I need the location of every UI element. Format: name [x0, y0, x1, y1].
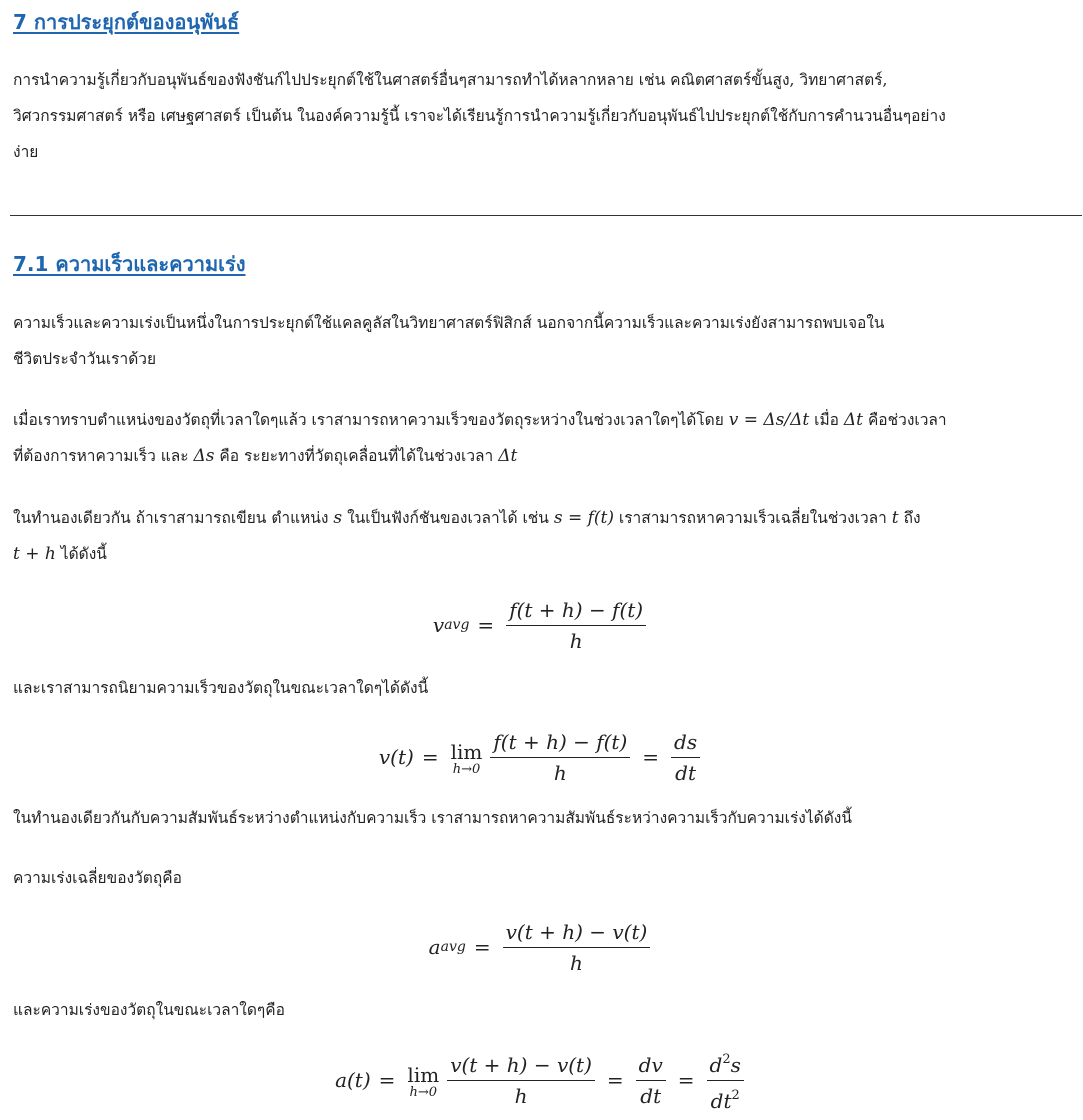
equation-lhs: v: [432, 613, 445, 637]
instantaneous-acceleration-equation: [0, 1048, 1083, 1112]
text-span: ที่ต้องการหาความเร็ว และ: [13, 447, 194, 465]
fraction-denominator: dt: [671, 757, 700, 786]
limit-word: lim: [407, 1063, 440, 1087]
inline-math: Δt: [498, 446, 518, 466]
limit-subscript: h→0: [409, 1085, 438, 1100]
horizontal-divider: [10, 215, 1082, 216]
paragraph-line: และความเร่งของวัตถุในขณะเวลาใดๆคือ: [13, 1001, 285, 1019]
position-function-paragraph: [13, 500, 1078, 572]
fraction: [447, 1052, 595, 1109]
paragraph-line: การนำความรู้เกี่ยวกับอนุพันธ์ของฟังชันก์ไปประยุกต์ใช้ในศาสตร์อื่นๆสามารถทำได้หลากหลาย เช่น คณิตศาสตร์ขั้นสูง, วิทยาศาสตร์,: [13, 71, 888, 89]
paragraph-line: ความเร่งเฉลี่ยของวัตถุคือ: [13, 869, 182, 887]
text-span: คือช่วงเวลา: [863, 411, 947, 429]
fraction-numerator: [707, 1047, 744, 1080]
math-token: d: [709, 1052, 723, 1077]
fraction-denominator: h: [490, 757, 630, 786]
equation-lhs: a(t): [335, 1068, 371, 1092]
fraction-numerator: v(t + h) − v(t): [450, 1052, 592, 1077]
paragraph-line: วิศวกรรมศาสตร์ หรือ เศษฐศาสตร์ เป็นต้น ในองค์ความรู้นี้ เราจะได้เรียนรู้การนำความรู้เกี่ยวกับอนุพันธ์ไปประยุกต์ใช้กับการคำนวนอื่นๆอย่าง: [13, 107, 946, 125]
text-span: เมื่อ: [809, 411, 844, 429]
limit-operator: [451, 737, 483, 777]
fraction-numerator: f(t + h) − f(t): [493, 729, 628, 754]
fraction-numerator: dv: [638, 1052, 663, 1077]
equals-sign: =: [421, 745, 439, 769]
limit-word: lim: [450, 740, 483, 764]
fraction: [503, 919, 651, 976]
math-token: dt: [710, 1088, 732, 1113]
fraction-denominator: h: [506, 625, 646, 654]
equals-sign: =: [378, 1068, 396, 1092]
equation-subscript: avg: [440, 939, 466, 955]
paragraph-line: และเราสามารถนิยามความเร็วของวัตถุในขณะเวลาใดๆได้ดังนี้: [13, 679, 429, 697]
fraction-denominator: h: [447, 1080, 595, 1109]
paragraph-line: ชีวิตประจำวันเราด้วย: [13, 350, 157, 368]
fraction-numerator: ds: [674, 729, 698, 754]
text-span: เมื่อเราทราบตำแหน่งของวัตถุที่เวลาใดๆแล้ว เราสามารถหาความเร็วของวัตถุระหว่างในช่วงเวลาใดๆได้โดย: [13, 411, 729, 429]
paragraph-line: [13, 536, 1078, 572]
text-span: คือ ระยะทางที่วัตถุเคลื่อนที่ได้ในช่วงเวลา: [214, 447, 499, 465]
inline-math: s: [333, 508, 343, 528]
paragraph-line: ความเร็วและความเร่งเป็นหนึ่งในการประยุกต์ใช้แคลคูลัสในวิทยาศาสตร์ฟิสิกส์ นอกจากนี้ความเร็วและความเร่งยังสามารถพบเจอใน: [13, 314, 885, 332]
section-heading-7-1: 7.1 ความเร็วและความเร่ง: [13, 252, 246, 276]
math-token: s: [730, 1052, 741, 1077]
superscript: 2: [722, 1051, 731, 1067]
average-velocity-paragraph: [13, 402, 1078, 474]
equation-subscript: avg: [444, 617, 470, 633]
text-span: ถึง: [898, 509, 921, 527]
equals-sign: =: [677, 1068, 695, 1092]
fraction-denominator: h: [503, 947, 651, 976]
equals-sign: =: [606, 1068, 624, 1092]
average-acceleration-intro: [13, 860, 1078, 896]
fraction: [490, 729, 630, 786]
section-7-intro-paragraph: [13, 62, 1078, 170]
fraction-denominator: [707, 1080, 744, 1114]
average-velocity-equation: [0, 594, 1083, 656]
limit-operator: [407, 1060, 439, 1100]
fraction: [636, 1052, 666, 1109]
paragraph-line: ในทำนองเดียวกันกับความสัมพันธ์ระหว่างตำแหน่งกับความเร็ว เราสามารถหาความสัมพันธ์ระหว่างความเร็วกับความเร่งได้ดังนี้: [13, 809, 852, 827]
equals-sign: =: [642, 745, 660, 769]
fraction-numerator: f(t + h) − f(t): [509, 597, 644, 622]
fraction-numerator: v(t + h) − v(t): [505, 919, 648, 944]
inline-math: v = Δs/Δt: [728, 410, 810, 430]
instant-acceleration-intro: [13, 992, 1078, 1028]
average-acceleration-equation: [0, 916, 1083, 978]
text-span: ในทำนองเดียวกัน ถ้าเราสามารถเขียน ตำแหน่ง: [13, 509, 334, 527]
equals-sign: =: [473, 935, 491, 959]
text-span: ได้ดังนี้: [55, 545, 107, 563]
fraction-denominator: dt: [636, 1080, 666, 1109]
text-span: ในเป็นฟังก์ชันของเวลาได้ เช่น: [342, 509, 554, 527]
inline-math: t: [891, 508, 899, 528]
paragraph-line: [13, 500, 1078, 536]
fraction: [707, 1047, 744, 1114]
inline-math: Δt: [843, 410, 864, 430]
instant-velocity-intro: [13, 670, 1078, 706]
text-span: เราสามารถหาความเร็วเฉลี่ยในช่วงเวลา: [613, 509, 892, 527]
paragraph-line: [13, 402, 1078, 438]
velocity-acceleration-relation-paragraph: [13, 800, 1078, 836]
instantaneous-velocity-equation: [0, 726, 1083, 788]
inline-math: Δs: [193, 446, 215, 466]
fraction: [671, 729, 700, 786]
equation-lhs: v(t): [378, 745, 414, 769]
section-heading-7: 7 การประยุกต์ของอนุพันธ์: [13, 10, 240, 34]
inline-math: s = f(t): [553, 508, 614, 528]
equals-sign: =: [477, 613, 495, 637]
equation-lhs: a: [428, 935, 441, 959]
fraction: [506, 597, 646, 654]
superscript: 2: [731, 1087, 740, 1103]
inline-math: t + h: [13, 544, 56, 564]
velocity-intro-paragraph: [13, 305, 1078, 377]
paragraph-line: [13, 438, 1078, 474]
paragraph-line: ง่าย: [13, 143, 39, 161]
limit-subscript: h→0: [452, 762, 481, 777]
